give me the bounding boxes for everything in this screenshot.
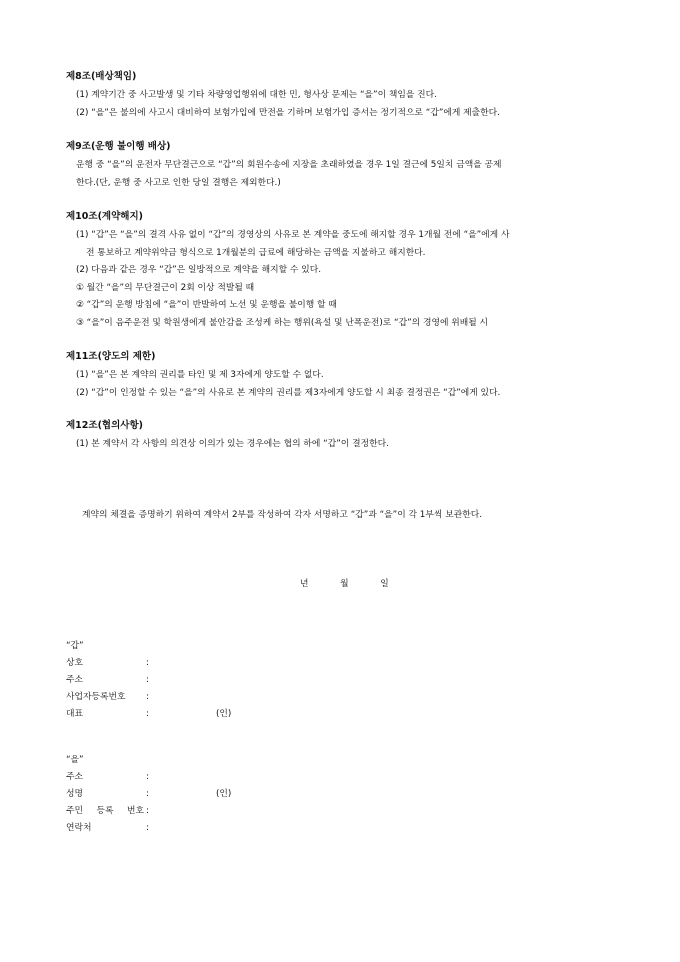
article-11-line-2: (2) “갑”이 인정할 수 있는 “을”의 사유로 본 계약의 권리를 제3자에게 양도할 시 최종 결정권은 “갑”에게 있다. (76, 387, 501, 398)
article-10-item-3: ③ “을”이 음주운전 및 학원생에게 불안감을 조성케 하는 행위(욕설 및 난폭운전)로 “갑”의 경영에 위배될 시 (76, 317, 489, 328)
party-b-seal: (인) (216, 789, 232, 799)
article-12 (66, 418, 616, 454)
article-12-line-1: (1) 본 계약서 각 사항의 의견상 이의가 있는 경우에는 협의 하에 “갑”이 결정한다. (76, 439, 389, 449)
date-line (300, 576, 389, 589)
closing-statement: 계약의 체결을 증명하기 위하여 계약서 2부를 작성하여 각자 서명하고 “갑”과 “을”이 각 1부씩 보관한다. (82, 510, 482, 520)
article-11 (66, 349, 616, 402)
party-a-address-row (66, 672, 149, 689)
article-8-line-1: (1) 계약기간 중 사고발생 및 기타 차량영업행위에 대한 민, 형사상 문제는 “을”이 책임을 진다. (76, 90, 437, 100)
article-12-title: 제12조(협의사항) (66, 420, 143, 431)
date-year: 년 (300, 579, 309, 589)
date-day: 일 (380, 579, 389, 589)
colon: : (146, 658, 149, 668)
party-a-bizno-label: 사업자등록번호 (66, 692, 126, 702)
party-a-company-label: 상호 (66, 658, 83, 668)
party-b-resident-label: 주민 등록 번호 (66, 806, 144, 816)
party-b-name-row (66, 786, 232, 803)
article-10-line-1: (1) “갑”은 “을”의 결격 사유 없이 “갑”의 경영상의 사유로 본 계약을 중도에 해지할 경우 1개월 전에 “을”에게 사 (76, 230, 510, 240)
party-a-bizno-row (66, 689, 149, 706)
party-b-address-label: 주소 (66, 772, 83, 782)
article-10-line-3: (2) 다음과 같은 경우 “갑”은 일방적으로 계약을 해지할 수 있다. (76, 265, 321, 275)
party-b-block (66, 752, 232, 837)
article-9 (66, 139, 616, 192)
colon: : (146, 772, 149, 782)
article-10 (66, 209, 616, 332)
article-10-title: 제10조(계약해지) (66, 211, 143, 222)
party-a-rep-row (66, 706, 232, 723)
colon: : (146, 675, 149, 685)
colon: : (146, 692, 149, 702)
article-8-line-2: (2) “을”은 불의에 사고시 대비하여 보험가입에 만전을 기하며 보험가입 증서는 정기적으로 “갑”에게 제출한다. (76, 107, 500, 118)
article-11-line-1: (1) “을”은 본 계약의 권리를 타인 및 제 3자에게 양도할 수 없다. (76, 370, 324, 380)
party-b-resident-row (66, 803, 149, 820)
party-a-address-label: 주소 (66, 675, 83, 685)
party-b-address-row (66, 769, 149, 786)
party-b-contact-row (66, 820, 149, 837)
party-b-contact-label: 연락처 (66, 823, 92, 833)
article-9-line-1: 운행 중 “을”의 운전자 무단결근으로 “갑”의 회원수송에 지장을 초래하였을 경우 1일 결근에 5일치 금액을 공제 (76, 160, 502, 170)
party-a-seal: (인) (216, 709, 232, 719)
party-b-label: “을” (66, 755, 84, 765)
party-a-block (66, 638, 232, 723)
party-a-label: “갑” (66, 641, 84, 651)
colon: : (146, 823, 149, 833)
party-b-name-label: 성명 (66, 789, 83, 799)
colon: : (146, 806, 149, 816)
colon: : (146, 709, 149, 719)
party-a-rep-label: 대표 (66, 709, 83, 719)
article-9-line-2: 한다.(단, 운행 중 사고로 인한 당일 결행은 제외한다.) (76, 177, 281, 188)
article-11-title: 제11조(양도의 제한) (66, 351, 156, 362)
colon: : (146, 789, 149, 799)
date-month: 월 (340, 579, 349, 589)
article-8 (66, 69, 616, 122)
article-8-title: 제8조(배상책임) (66, 71, 137, 82)
party-a-company-row (66, 655, 149, 672)
article-9-title: 제9조(운행 불이행 배상) (66, 141, 171, 152)
article-10-item-2: ② “갑”의 운행 방침에 “을”이 반발하여 노선 및 운행을 불이행 할 때 (76, 300, 337, 310)
article-10-item-1: ① 월간 “을”의 무단결근이 2회 이상 적발될 때 (76, 282, 255, 293)
article-10-line-2: 전 통보하고 계약위약금 형식으로 1개월분의 급료에 해당하는 금액을 지불하고 해지한다. (86, 247, 426, 258)
